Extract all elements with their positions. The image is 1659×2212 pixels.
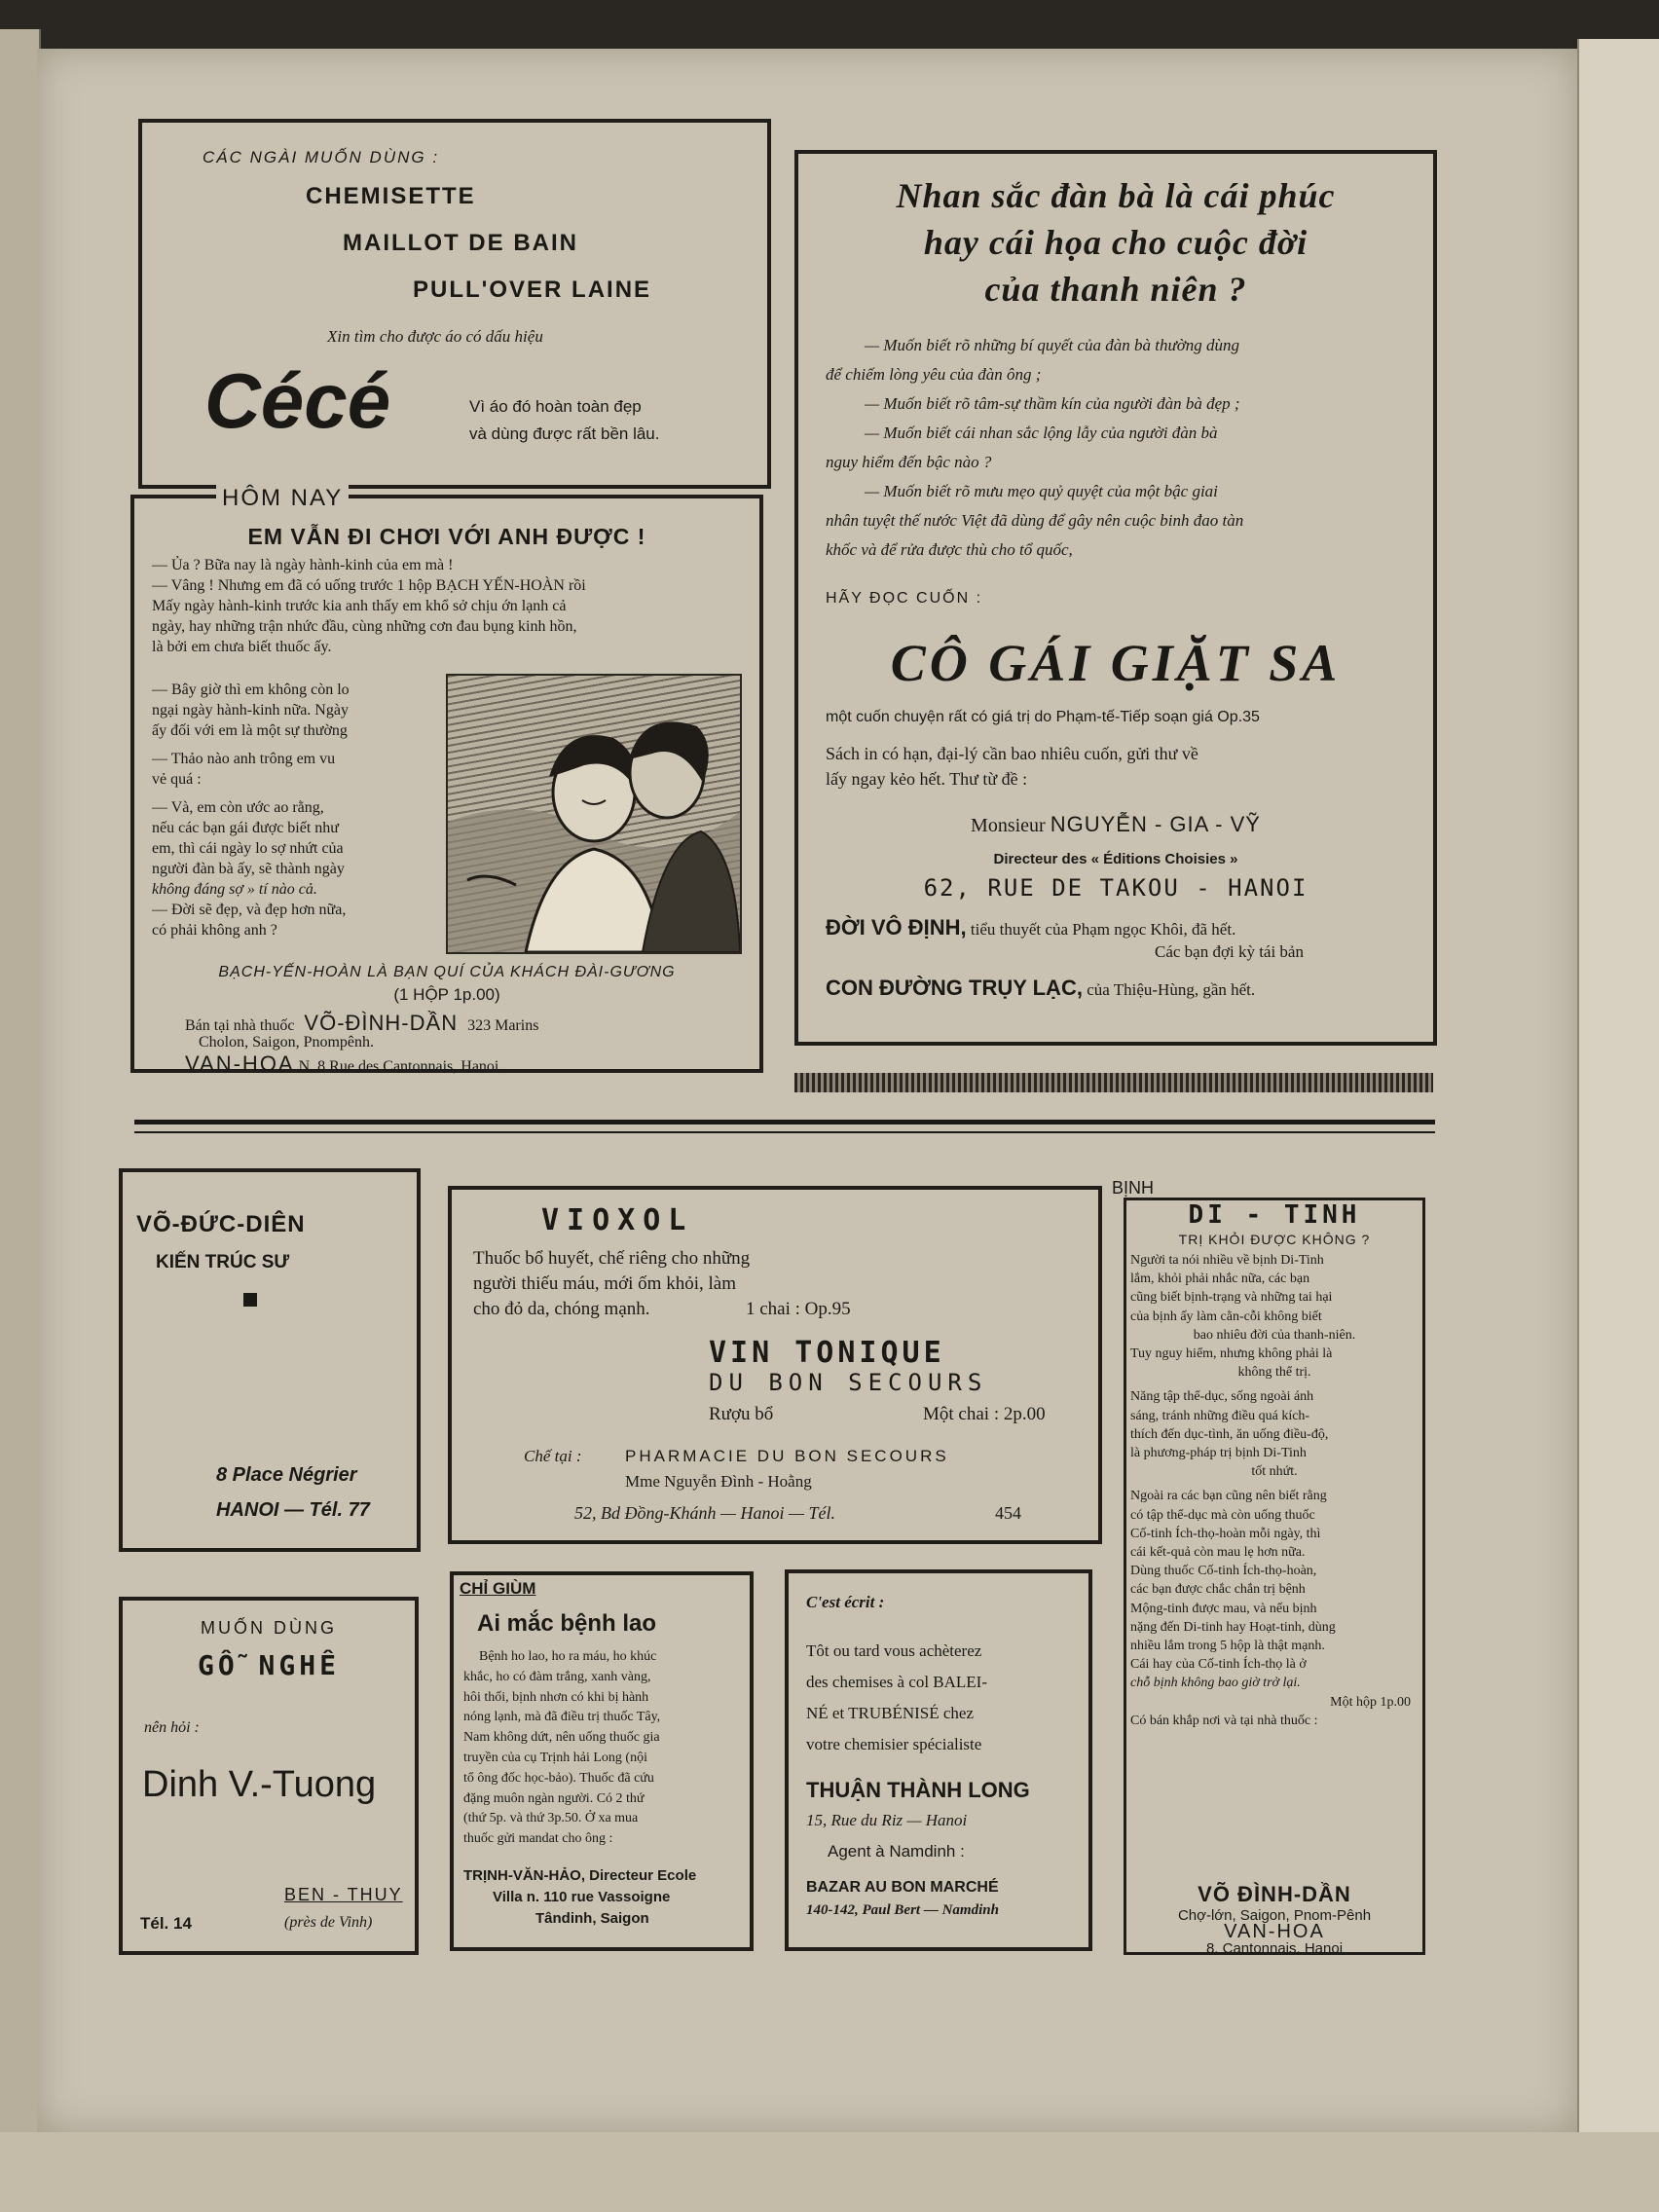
shop-name: THUẬN THÀNH LONG bbox=[806, 1778, 1030, 1802]
dialogue-line: — Bây giờ thì em không còn lo bbox=[152, 682, 350, 698]
novel-1-line bbox=[826, 915, 1235, 940]
di-tinh-agent: VAN-HOA bbox=[1224, 1921, 1325, 1942]
di-tinh-body bbox=[1130, 1251, 1419, 1730]
body-line: Dùng thuốc Cố-tinh Ích-thọ-hoàn, bbox=[1130, 1564, 1317, 1579]
cece-product-3: PULL'OVER LAINE bbox=[413, 276, 652, 303]
wine-price: Một chai : 2p.00 bbox=[923, 1404, 1046, 1424]
square-bullet-icon bbox=[243, 1293, 257, 1307]
cece-product-2: MAILLOT DE BAIN bbox=[343, 230, 578, 256]
bon-secours-title: DU BON SECOURS bbox=[709, 1369, 988, 1396]
point-line: — Muốn biết rõ những bí quyết của đàn bà thường dùng bbox=[865, 336, 1240, 354]
novel-1-note: tiểu thuyết của Phạm ngọc Khôi, đã hết. bbox=[970, 920, 1236, 939]
bazar-address: 140-142, Paul Bert — Namdinh bbox=[806, 1902, 999, 1918]
point-line: nguy hiểm đến bậc nào ? bbox=[826, 453, 992, 471]
left-page-edge bbox=[0, 29, 41, 2161]
point-line: — Muốn biết rõ mưu mẹo quỷ quyệt của một bậc giai bbox=[865, 482, 1218, 500]
body-line: tốt nhứt. bbox=[1251, 1464, 1298, 1480]
newspaper-page bbox=[37, 49, 1577, 2132]
right-page-edges bbox=[1577, 39, 1659, 2152]
vioxol-desc-3: cho đỏ da, chóng mạnh. bbox=[473, 1299, 650, 1319]
pharmacy-owner: Mme Nguyễn Đình - Hoằng bbox=[625, 1472, 812, 1491]
architect-role: KIẾN TRÚC SƯ bbox=[156, 1252, 290, 1272]
agent-name: VAN-HOA bbox=[185, 1051, 295, 1076]
shop-address: 15, Rue du Riz — Hanoi bbox=[806, 1811, 968, 1829]
di-tinh-shop: VÕ ĐÌNH-DẦN bbox=[1198, 1882, 1351, 1906]
body-line: khắc, ho có đàm trắng, xanh vàng, bbox=[463, 1669, 651, 1684]
agent-address: N. 8 Rue des Cantonnais, Hanoi. bbox=[298, 1058, 503, 1075]
director-line: Directeur des « Éditions Choisies » bbox=[993, 851, 1238, 867]
novel-1-title: ĐỜI VÔ ĐỊNH, bbox=[826, 915, 967, 940]
chi-gium-label: CHỈ GIÙM bbox=[460, 1579, 536, 1598]
couple-illustration bbox=[446, 674, 742, 954]
go-nghe-product: GỖ NGHÊ bbox=[197, 1649, 340, 1681]
hatched-divider bbox=[794, 1073, 1433, 1092]
pharmacy-tel: 454 bbox=[995, 1503, 1021, 1523]
go-nghe-intro: MUỐN DÙNG bbox=[201, 1618, 337, 1638]
point-line: khốc và để rửa được thù cho tổ quốc, bbox=[826, 540, 1073, 559]
cest-ecrit-ad bbox=[785, 1569, 1092, 1951]
headline-line-3: của thanh niên ? bbox=[984, 270, 1247, 309]
body-line: nóng lạnh, mà đã điều trị thuốc Tây, bbox=[463, 1710, 661, 1725]
point-line: để chiếm lòng yêu của đàn ông ; bbox=[826, 365, 1042, 384]
body-line: thích đến dục-tình, ăn uống điều-độ, bbox=[1130, 1426, 1329, 1442]
go-nghe-name: Dinh V.-Tuong bbox=[142, 1764, 377, 1805]
bazar-name: BAZAR AU BON MARCHÉ bbox=[806, 1879, 999, 1896]
cece-sub: Xin tìm cho được áo có dấu hiệu bbox=[327, 327, 543, 346]
body-line: là phương-pháp trị bịnh Di-Tinh bbox=[1130, 1446, 1307, 1461]
body-line: Nam không dứt, nên uống thuốc gia bbox=[463, 1730, 660, 1746]
dialogue-line: — Đời sẽ đẹp, và đẹp hơn nữa, bbox=[152, 902, 347, 918]
pharmacy-name: PHARMACIE DU BON SECOURS bbox=[625, 1447, 949, 1465]
vin-tonique-title: VIN TONIQUE bbox=[709, 1336, 945, 1370]
vo-duc-dien-ad bbox=[119, 1168, 421, 1552]
hom-nay-left-lines bbox=[152, 680, 444, 940]
body-line: bao nhiêu đời của thanh-niên. bbox=[1193, 1327, 1356, 1343]
hom-nay-top-lines bbox=[152, 555, 756, 657]
body-line: cũng biết bịnh-trạng và những tai hại bbox=[1130, 1290, 1333, 1306]
dialogue-line: là bởi em chưa biết thuốc ấy. bbox=[152, 639, 332, 655]
recipient-line bbox=[798, 812, 1433, 837]
body-line: các bạn được chắc chắn trị bệnh bbox=[1130, 1582, 1306, 1598]
dialogue-line: ấy đối với em là một sự thường bbox=[152, 722, 348, 739]
novel-2-line bbox=[826, 976, 1255, 1001]
illustration-svg bbox=[448, 676, 740, 952]
vioxol-title: VIOXOL bbox=[541, 1203, 694, 1237]
body-line: chỗ bịnh không bao giờ trở lại. bbox=[1130, 1676, 1301, 1691]
body-line: của bịnh ấy làm cằn-cỗi không biết bbox=[1130, 1309, 1322, 1324]
chi-gium-ad bbox=[450, 1571, 754, 1951]
dialogue-line: người đàn bà ấy, sẽ thành ngày bbox=[152, 861, 345, 877]
dialogue-line: có phải không anh ? bbox=[152, 922, 277, 939]
body-line: votre chemisier spécialiste bbox=[806, 1735, 982, 1753]
architect-city: HANOI — Tél. 77 bbox=[216, 1499, 370, 1521]
chi-gium-title: Ai mắc bệnh lao bbox=[477, 1610, 657, 1637]
point-line: — Muốn biết cái nhan sắc lộng lẫy của người đàn bà bbox=[865, 424, 1218, 442]
book-title: CÔ GÁI GIẶT SA bbox=[890, 634, 1342, 692]
body-line: Cái hay của Cố-tinh Ích-thọ là ở bbox=[1130, 1657, 1307, 1673]
body-line: Có bán khắp nơi và tại nhà thuốc : bbox=[1130, 1713, 1318, 1728]
body-line: có tập thể-dục mà còn uống thuốc bbox=[1130, 1507, 1315, 1523]
chi-gium-villa: Villa n. 110 rue Vassoigne bbox=[493, 1889, 671, 1905]
cece-ad bbox=[138, 119, 771, 489]
body-line: sáng, tránh những điều quá kích- bbox=[1130, 1408, 1310, 1423]
vioxol-ad bbox=[448, 1186, 1102, 1544]
di-tinh-title: DI - TINH bbox=[1188, 1200, 1361, 1230]
made-at-label: Chế tại : bbox=[524, 1447, 582, 1465]
go-nghe-ad bbox=[119, 1597, 419, 1955]
sold-at-label: Bán tại nhà thuốc bbox=[185, 1017, 295, 1034]
di-tinh-cities: Chợ-lớn, Saigon, Pnom-Pênh bbox=[1177, 1907, 1372, 1924]
cece-intro: CÁC NGÀI MUỐN DÙNG : bbox=[203, 148, 440, 166]
novel-1-wait: Các bạn đợi kỳ tái bản bbox=[1155, 942, 1304, 961]
cece-brand-logo: Cécé bbox=[204, 357, 391, 444]
cece-product-1: CHEMISETTE bbox=[306, 183, 476, 209]
body-line: cái kết-quả còn mau lẹ hơn nữa. bbox=[1130, 1545, 1306, 1561]
go-nghe-tel: Tél. 14 bbox=[140, 1914, 192, 1933]
body-line: Tuy nguy hiểm, nhưng không phải là bbox=[1130, 1346, 1333, 1362]
monsieur-label: Monsieur bbox=[971, 815, 1046, 836]
body-line: tổ ông đốc học-bảo). Thuốc đã cứu bbox=[463, 1770, 654, 1786]
dialogue-line: ngại ngày hành-kinh nữa. Ngày bbox=[152, 702, 349, 719]
di-tinh-sub: TRỊ KHỎI ĐƯỢC KHÔNG ? bbox=[1178, 1232, 1371, 1247]
dialogue-line: nếu các bạn gái được biết như bbox=[152, 820, 339, 836]
body-line: (thứ 5p. và thứ 3p.50. Ở xa mua bbox=[463, 1811, 639, 1826]
point-line: nhân tuyệt thế nước Việt đã dùng để gây nên cuộc binh đao tàn bbox=[826, 511, 1244, 530]
vioxol-price: 1 chai : Op.95 bbox=[746, 1299, 851, 1319]
dialogue-line: — Vâng ! Nhưng em đã có uống trước 1 hộp BẠCH YẾN-HOÀN rồi bbox=[152, 577, 586, 594]
headline-line-1: Nhan sắc đàn bà là cái phúc bbox=[896, 176, 1336, 215]
novel-2-title: CON ĐƯỜNG TRỤY LẠC, bbox=[826, 976, 1083, 1000]
body-line: Bệnh ho lao, ho ra máu, ho khúc bbox=[479, 1649, 657, 1664]
limit-line-2: lấy ngay kẻo hết. Thư từ đề : bbox=[826, 769, 1028, 789]
point-line: — Muốn biết rõ tâm-sự thầm kín của người đàn bà đẹp ; bbox=[865, 394, 1240, 413]
recipient-name: NGUYỄN - GIA - VỸ bbox=[1050, 812, 1261, 836]
chi-gium-body bbox=[463, 1647, 746, 1850]
dialogue-line: em, thì cái ngày lo sợ nhứt của bbox=[152, 840, 344, 857]
vioxol-desc-2: người thiếu máu, mới ốm khỏi, làm bbox=[473, 1273, 736, 1294]
body-line: Cố-tinh Ích-thọ-hoàn mỗi ngày, thì bbox=[1130, 1526, 1321, 1541]
hom-nay-cities: Cholon, Saigon, Pnompênh. bbox=[199, 1034, 375, 1051]
di-tinh-ad bbox=[1112, 1178, 1462, 1986]
body-line: lắm, khỏi phải nhắc nữa, các bạn bbox=[1130, 1272, 1310, 1287]
dialogue-line: — Ủa ? Bữa nay là ngày hành-kinh của em mà ! bbox=[152, 557, 454, 573]
dialogue-line: — Thảo nào anh trông em vu bbox=[152, 751, 336, 767]
cece-tagline-1: Vì áo đó hoàn toàn đẹp bbox=[469, 397, 642, 416]
publisher-address: 62, RUE DE TAKOU - HANOI bbox=[923, 874, 1309, 902]
shop-address: 323 Marins bbox=[467, 1017, 539, 1034]
body-line: Năng tập thể-dục, sống ngoài ánh bbox=[1130, 1389, 1314, 1405]
vioxol-desc-1: Thuốc bổ huyết, chế riêng cho những bbox=[473, 1248, 751, 1269]
body-line: Người ta nói nhiều về bịnh Di-Tinh bbox=[1130, 1253, 1324, 1268]
body-line: NÉ et TRUBÉNISÉ chez bbox=[806, 1704, 975, 1722]
cest-ecrit-label: C'est écrit : bbox=[806, 1593, 885, 1611]
pharmacy-address: 52, Bd Đồng-Khánh — Hanoi — Tél. bbox=[574, 1503, 836, 1523]
book-desc: một cuốn chuyện rất có giá trị do Phạm-tế-Tiếp soạn giá Op.35 bbox=[826, 709, 1260, 725]
hom-nay-title: EM VẪN ĐI CHƠI VỚI ANH ĐƯỢC ! bbox=[247, 524, 646, 549]
dialogue-line: không đáng sợ » tí nào cả. bbox=[152, 881, 317, 898]
hom-nay-agent-line bbox=[185, 1051, 502, 1077]
go-nghe-near: (près de Vinh) bbox=[284, 1914, 373, 1931]
body-line: Một hộp 1p.00 bbox=[1330, 1694, 1411, 1710]
dialogue-line: — Và, em còn ước ao rằng, bbox=[152, 799, 324, 816]
body-line: Mộng-tinh được mau, và nếu bịnh bbox=[1130, 1601, 1317, 1616]
body-line: đặng muôn ngàn người. Có 2 thứ bbox=[463, 1790, 645, 1806]
hom-nay-sold-at bbox=[185, 1011, 538, 1036]
wine-label: Rượu bổ bbox=[709, 1404, 774, 1424]
cest-ecrit-body bbox=[806, 1636, 1088, 1760]
di-tinh-agent-address: 8, Cantonnais, Hanoi bbox=[1205, 1940, 1344, 1957]
body-line: Ngoài ra các bạn cũng nên biết rằng bbox=[1130, 1489, 1327, 1504]
chi-gium-city: Tândinh, Saigon bbox=[535, 1910, 649, 1927]
nhan-sac-points bbox=[826, 331, 1429, 565]
headline-line-2: hay cái họa cho cuộc đời bbox=[923, 223, 1309, 262]
hom-nay-tagline: BẠCH-YẾN-HOÀN LÀ BẠN QUÍ CỦA KHÁCH ĐÀI-GƯƠNG bbox=[218, 964, 676, 980]
section-divider bbox=[134, 1120, 1435, 1124]
cece-tagline-2: và dùng được rất bền lâu. bbox=[469, 424, 660, 443]
hom-nay-ad bbox=[130, 485, 763, 1076]
go-nghe-ask: nên hỏi : bbox=[144, 1719, 200, 1736]
architect-name: VÕ-ĐỨC-DIÊN bbox=[136, 1211, 306, 1237]
hom-nay-label: HÔM NAY bbox=[216, 485, 349, 512]
body-line: không thể trị. bbox=[1237, 1365, 1311, 1381]
novel-2-note: của Thiệu-Hùng, gần hết. bbox=[1087, 980, 1256, 999]
architect-address: 8 Place Négrier bbox=[216, 1464, 357, 1486]
nhan-sac-ad bbox=[794, 150, 1437, 1046]
read-label: HÃY ĐỌC CUỐN : bbox=[826, 590, 983, 607]
limit-line-1: Sách in có hạn, đại-lý cần bao nhiêu cuốn, gửi thư về bbox=[826, 744, 1198, 763]
agent-label: Agent à Namdinh : bbox=[828, 1842, 965, 1861]
table-surface bbox=[0, 2132, 1659, 2212]
body-line: des chemises à col BALEI- bbox=[806, 1673, 987, 1691]
body-line: truyền của cụ Trịnh hải Long (nội bbox=[463, 1750, 647, 1765]
body-line: Tôt ou tard vous achèterez bbox=[806, 1641, 982, 1660]
di-tinh-pre: BỊNH bbox=[1112, 1178, 1155, 1198]
dialogue-line: vẻ quá : bbox=[152, 771, 202, 788]
section-divider-thin bbox=[134, 1131, 1435, 1133]
body-line: thuốc gửi mandat cho ông : bbox=[463, 1831, 613, 1847]
shop-name: VÕ-ĐÌNH-DẦN bbox=[304, 1011, 459, 1035]
dialogue-line: ngày, hay những trận nhức đầu, cùng những cơn đau bụng kinh hồn, bbox=[152, 618, 577, 635]
chi-gium-contact: TRỊNH-VĂN-HẢO, Directeur Ecole bbox=[463, 1867, 697, 1884]
di-tinh-box bbox=[1124, 1198, 1425, 1955]
go-nghe-place: BEN - THUY bbox=[284, 1885, 403, 1904]
dialogue-line: Mấy ngày hành-kinh trước kia anh thấy em khổ sở chịu ớn lạnh cả bbox=[152, 598, 567, 614]
body-line: nặng đến Di-tinh hay Hoạt-tinh, dùng bbox=[1130, 1619, 1336, 1635]
body-line: hôi thối, bịnh nhơn có khi bị hành bbox=[463, 1689, 649, 1705]
body-line: nhiều lắm trong 5 hộp là thật mạnh. bbox=[1130, 1639, 1325, 1654]
hom-nay-price: (1 HỘP 1p.00) bbox=[393, 985, 500, 1004]
